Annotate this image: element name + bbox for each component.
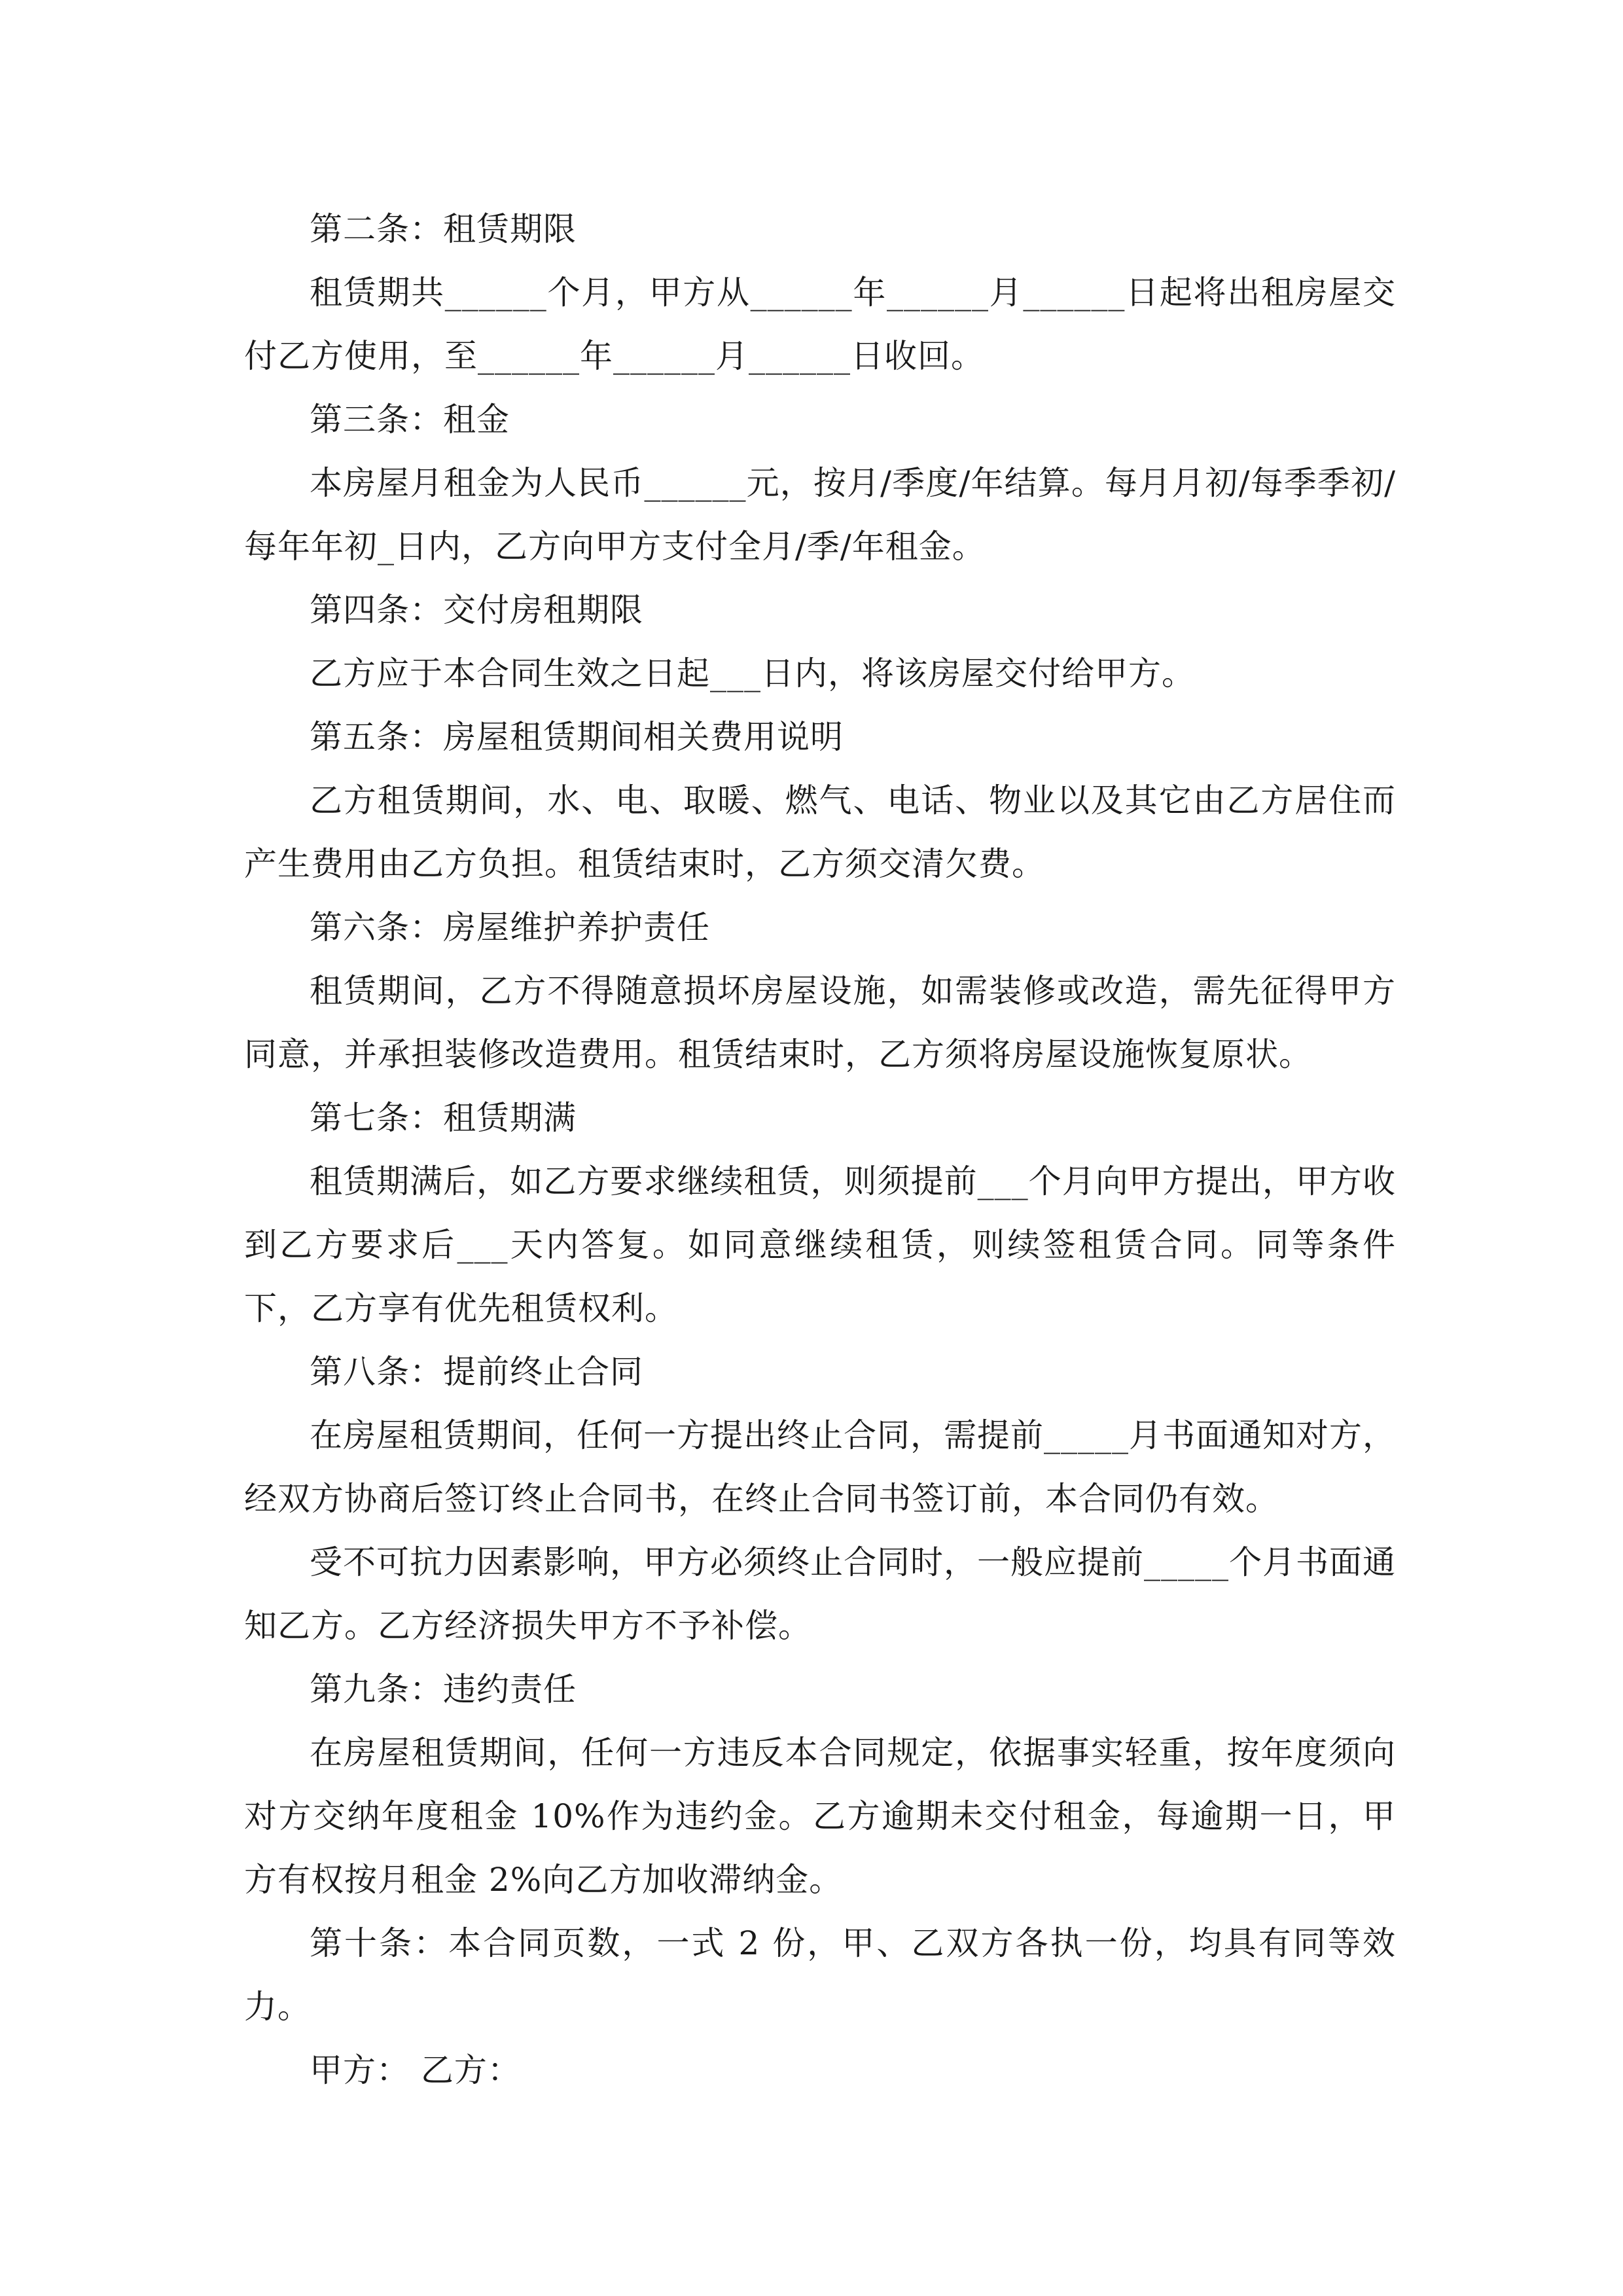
article-6-heading: 第六条：房屋维护养护责任 xyxy=(310,908,710,946)
article-8-text-1: 在房屋租赁期间，任何一方提出终止合同，需提前_____月书面通知对方，经双方协商后签订终止合同书，在终止合同书签订前，本合同仍有效。 xyxy=(244,1416,1396,1518)
article-8-heading: 第八条：提前终止合同 xyxy=(310,1353,643,1391)
article-2-text: 租赁期共______个月，甲方从______年______月______日起将出租房屋交付乙方使用，至______年______月______日收回。 xyxy=(244,274,1396,375)
article-10-text: 第十条：本合同页数，一式 2 份，甲、乙双方各执一份，均具有同等效力。 xyxy=(244,1924,1396,2026)
article-7-text: 租赁期满后，如乙方要求继续租赁，则须提前___个月向甲方提出，甲方收到乙方要求后___天内答复。如同意继续租赁，则续签租赁合同。同等条件下，乙方享有优先租赁权利。 xyxy=(244,1162,1396,1327)
article-4-heading: 第四条：交付房租期限 xyxy=(310,591,643,629)
article-3-text: 本房屋月租金为人民币______元，按月/季度/年结算。每月月初/每季季初/每年年初_日内，乙方向甲方支付全月/季/年租金。 xyxy=(244,464,1396,565)
article-9-heading: 第九条：违约责任 xyxy=(310,1670,577,1708)
article-9-text: 在房屋租赁期间，任何一方违反本合同规定，依据事实轻重，按年度须向对方交纳年度租金 10%作为违约金。乙方逾期未交付租金，每逾期一日，甲方有权按月租金 2%向乙方加收滞纳金。 xyxy=(244,1734,1396,1899)
article-4-text: 乙方应于本合同生效之日起___日内，将该房屋交付给甲方。 xyxy=(310,655,1195,692)
article-3-heading: 第三条：租金 xyxy=(310,401,510,439)
article-6-text: 租赁期间，乙方不得随意损坏房屋设施，如需装修或改造，需先征得甲方同意，并承担装修改造费用。租赁结束时，乙方须将房屋设施恢复原状。 xyxy=(244,972,1396,1073)
signature-line: 甲方： 乙方： xyxy=(310,2051,521,2089)
article-2-heading: 第二条：租赁期限 xyxy=(310,210,577,248)
contract-body xyxy=(244,198,1396,2102)
article-7-heading: 第七条：租赁期满 xyxy=(310,1099,577,1137)
article-8-text-2: 受不可抗力因素影响，甲方必须终止合同时，一般应提前_____个月书面通知乙方。乙方经济损失甲方不予补偿。 xyxy=(244,1543,1396,1645)
article-5-text: 乙方租赁期间，水、电、取暖、燃气、电话、物业以及其它由乙方居住而产生费用由乙方负担。租赁结束时，乙方须交清欠费。 xyxy=(244,781,1396,883)
article-5-heading: 第五条：房屋租赁期间相关费用说明 xyxy=(310,718,844,756)
